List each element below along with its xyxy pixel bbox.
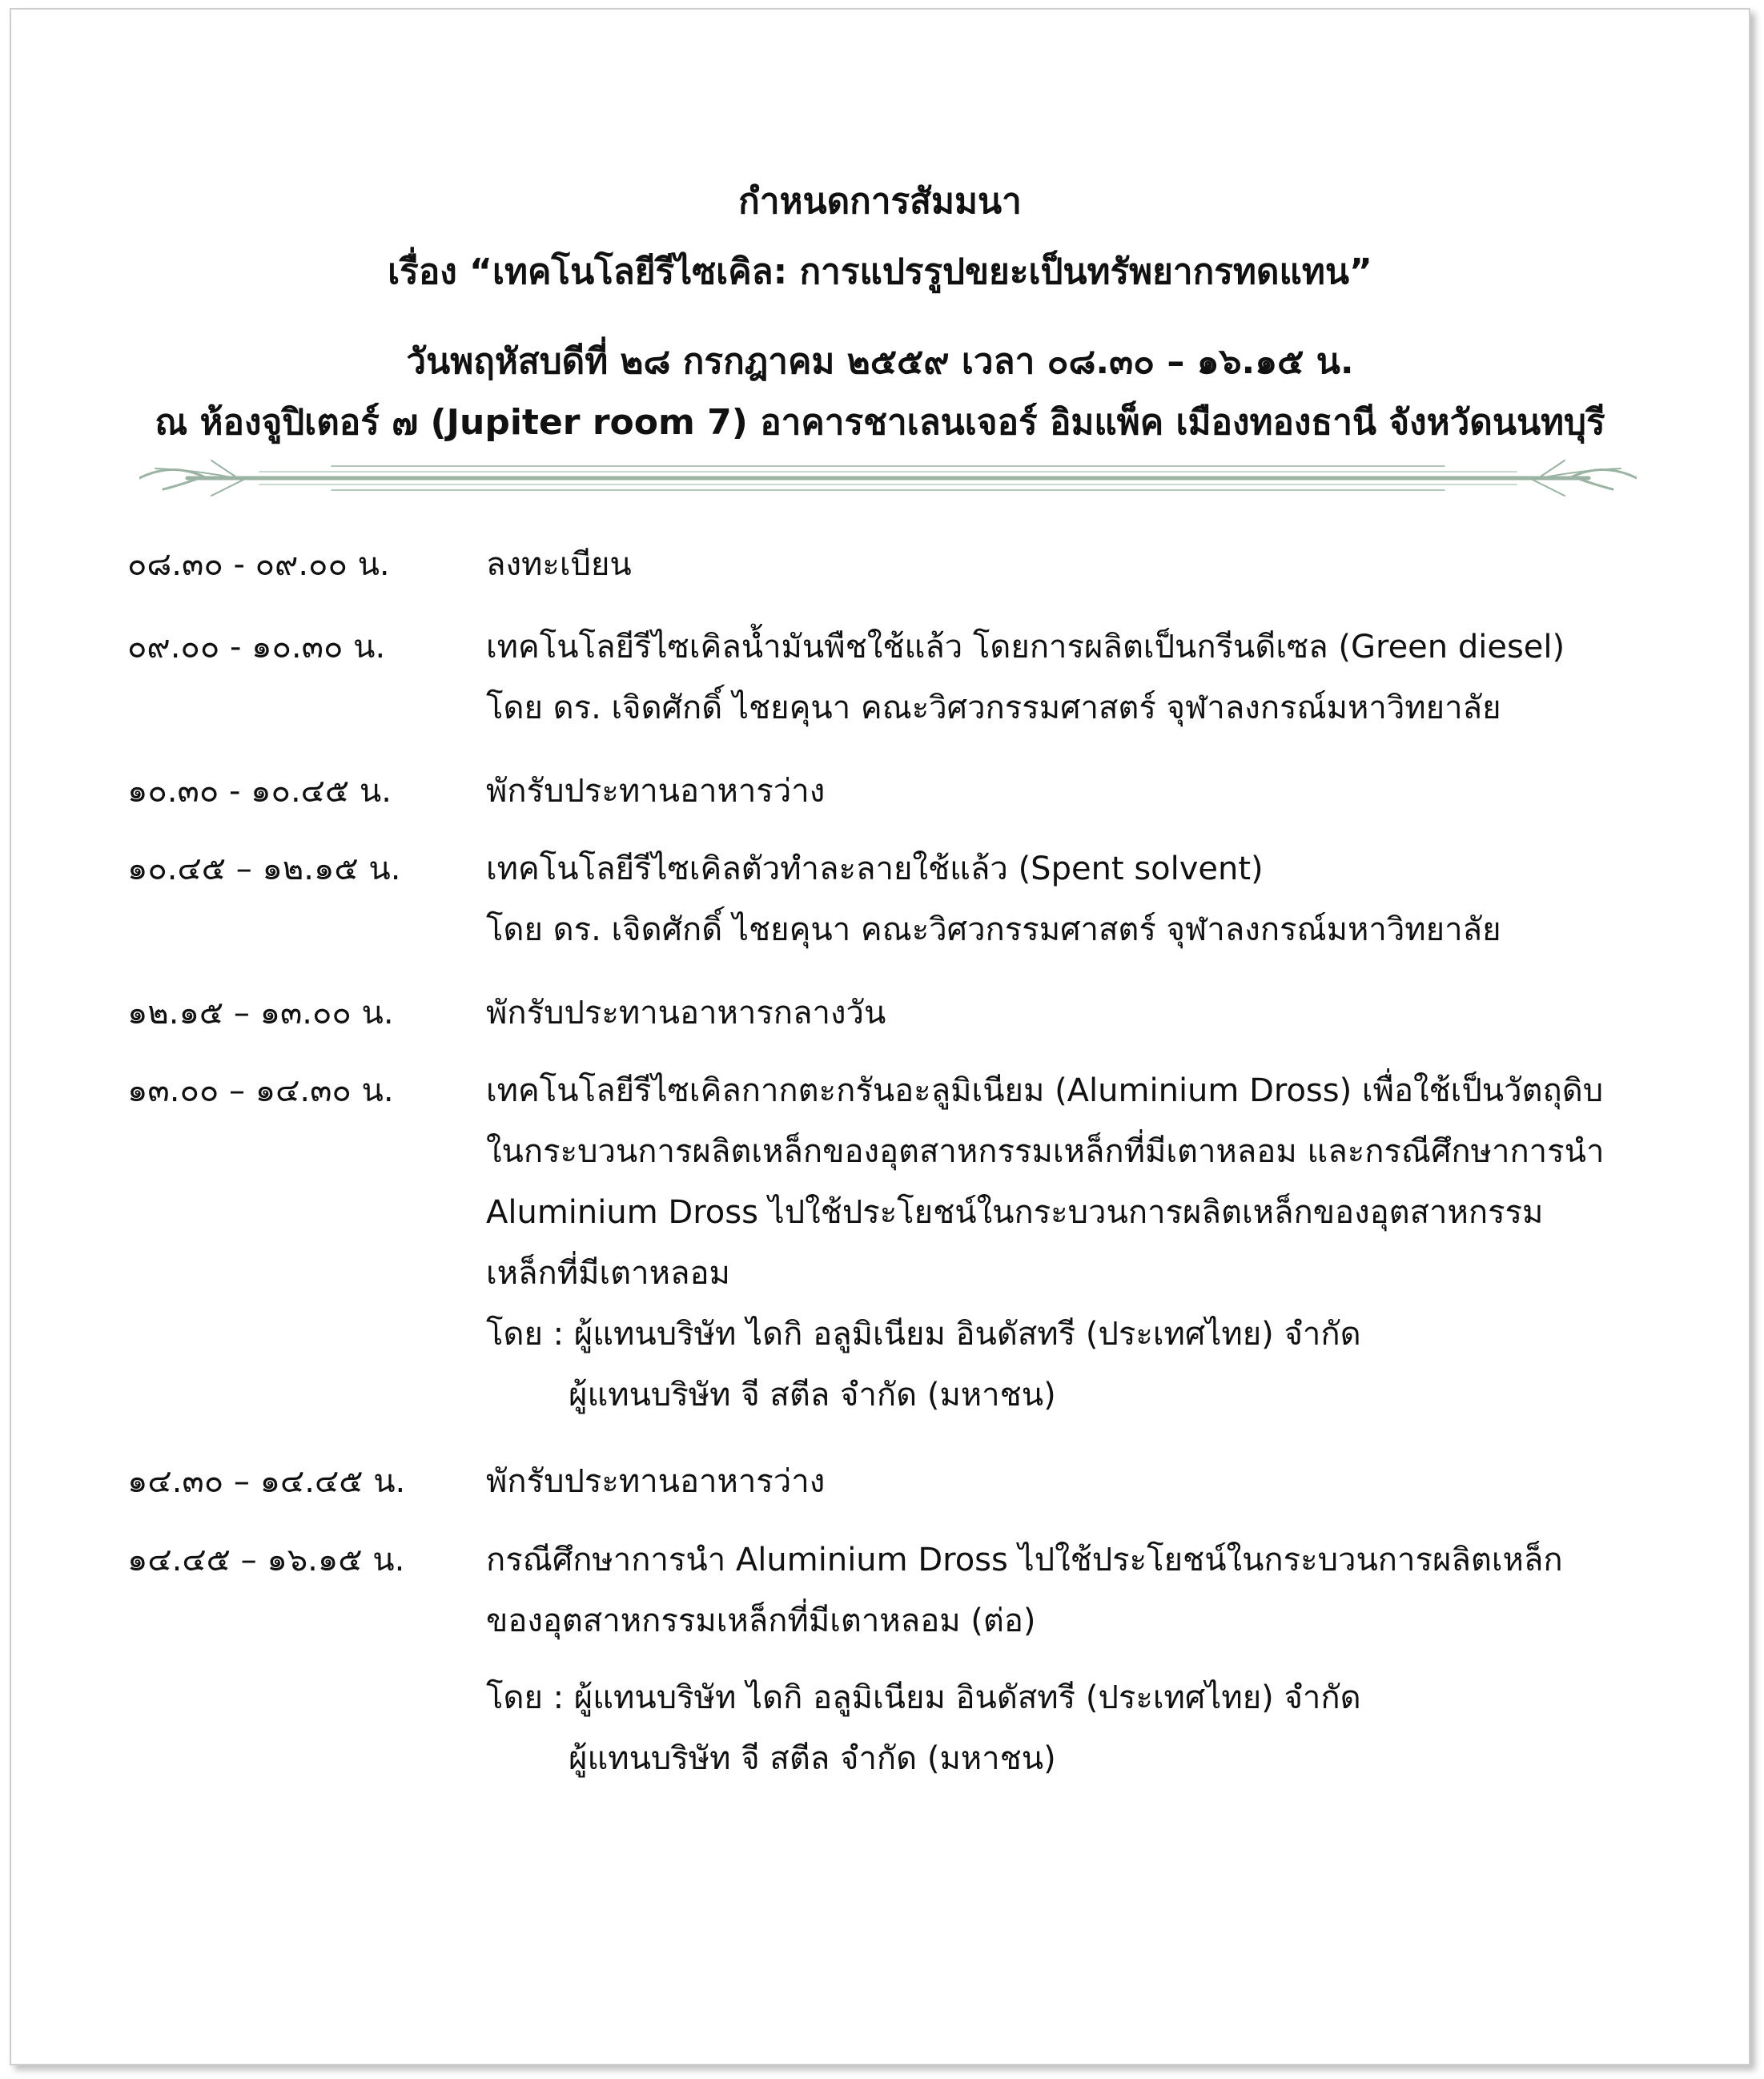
schedule-time: ๑๔.๔๕ – ๑๖.๑๕ น. [127, 1542, 405, 1578]
schedule-description [486, 1060, 1604, 1426]
schedule-description [486, 983, 886, 1044]
schedule-time: ๑๔.๓๐ – ๑๔.๔๕ น. [127, 1463, 406, 1500]
schedule-line: โดย : ผู้แทนบริษัท ไดกิ อลูมิเนียม อินดัสทรี (ประเทศไทย) จำกัด [486, 1316, 1361, 1353]
schedule-description [486, 1530, 1563, 1789]
schedule-line: ผู้แทนบริษัท จี สตีล จำกัด (มหาชน) [569, 1740, 1056, 1777]
schedule-description [486, 617, 1565, 738]
schedule-line: เทคโนโลยีรีไซเคิลกากตะกรันอะลูมิเนียม (Aluminium Dross) เพื่อใช้เป็นวัตถุดิบ [486, 1072, 1604, 1109]
schedule-line: Aluminium Dross ไปใช้ประโยชน์ในกระบวนการผลิตเหล็กของอุตสาหกรรม [486, 1194, 1544, 1231]
seminar-subject: เรื่อง “เทคโนโลยีรีไซเคิล: การแปรรูปขยะเป็นทรัพยากรทดแทน” [388, 251, 1372, 292]
schedule-description [486, 838, 1501, 960]
schedule-line: เทคโนโลยีรีไซเคิลตัวทำละลายใช้แล้ว (Spent solvent) [486, 850, 1264, 887]
document-page [10, 8, 1750, 2065]
schedule-description [486, 1451, 825, 1512]
seminar-date: วันพฤหัสบดีที่ ๒๘ กรกฎาคม ๒๕๕๙ เวลา ๐๘.๓๐ – ๑๖.๑๕ น. [406, 341, 1354, 382]
schedule-time: ๐๙.๐๐ - ๑๐.๓๐ น. [127, 629, 386, 666]
decorative-divider [139, 454, 1637, 502]
schedule-description [486, 534, 632, 595]
schedule-line: ของอุตสาหกรรมเหล็กที่มีเตาหลอม (ต่อ) [486, 1602, 1036, 1639]
spacer [486, 1651, 1563, 1667]
schedule-line: เทคโนโลยีรีไซเคิลน้ำมันพืชใช้แล้ว โดยการผลิตเป็นกรีนดีเซล (Green diesel) [486, 629, 1565, 666]
schedule-time: ๑๒.๑๕ – ๑๓.๐๐ น. [127, 995, 394, 1031]
schedule-line: พักรับประทานอาหารว่าง [486, 1463, 826, 1500]
schedule-line: พักรับประทานอาหารว่าง [486, 773, 826, 810]
schedule-line: เหล็กที่มีเตาหลอม [486, 1255, 730, 1292]
seminar-venue: ณ ห้องจูปิเตอร์ ๗ (Jupiter room 7) อาคารชาเลนเจอร์ อิมแพ็ค เมืองทองธานี จังหวัดนนทบุรี [155, 402, 1605, 443]
schedule-line: ลงทะเบียน [486, 546, 632, 583]
schedule-time: ๑๐.๔๕ – ๑๒.๑๕ น. [127, 850, 401, 887]
schedule-line: พักรับประทานอาหารกลางวัน [486, 995, 886, 1031]
schedule-line: โดย ดร. เจิดศักดิ์ ไชยคุนา คณะวิศวกรรมศาสตร์ จุฬาลงกรณ์มหาวิทยาลัย [486, 911, 1501, 948]
page-title: กำหนดการสัมมนา [738, 181, 1022, 222]
schedule-time: ๑๐.๓๐ - ๑๐.๔๕ น. [127, 773, 392, 810]
schedule-description [486, 761, 825, 822]
schedule-line: โดย ดร. เจิดศักดิ์ ไชยคุนา คณะวิศวกรรมศาสตร์ จุฬาลงกรณ์มหาวิทยาลัย [486, 690, 1501, 726]
schedule-line: ผู้แทนบริษัท จี สตีล จำกัด (มหาชน) [569, 1377, 1056, 1413]
schedule-time: ๐๘.๓๐ - ๐๙.๐๐ น. [127, 546, 390, 583]
schedule-line: โดย : ผู้แทนบริษัท ไดกิ อลูมิเนียม อินดัสทรี (ประเทศไทย) จำกัด [486, 1679, 1361, 1716]
schedule-line: กรณีศึกษาการนำ Aluminium Dross ไปใช้ประโยชน์ในกระบวนการผลิตเหล็ก [486, 1542, 1563, 1578]
schedule-line: ในกระบวนการผลิตเหล็กของอุตสาหกรรมเหล็กที่มีเตาหลอม และกรณีศึกษาการนำ [486, 1133, 1605, 1170]
schedule-time: ๑๓.๐๐ – ๑๔.๓๐ น. [127, 1072, 394, 1109]
